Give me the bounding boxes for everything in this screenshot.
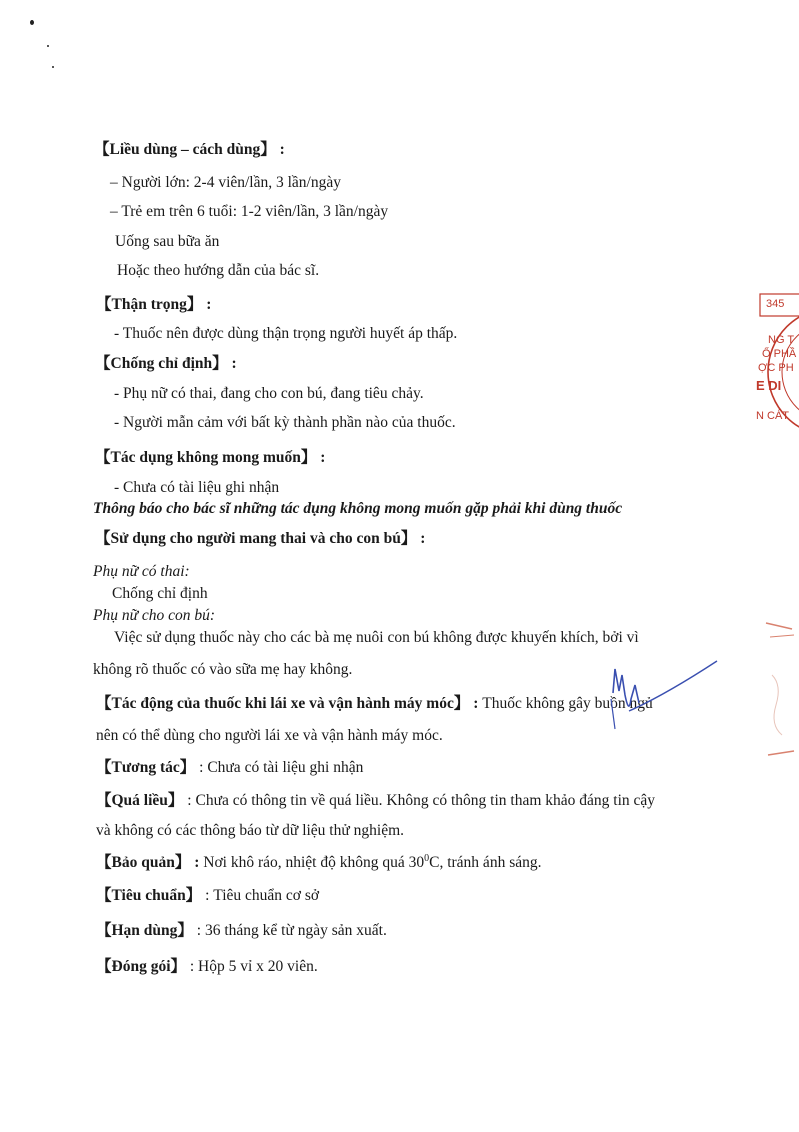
- section-heading-dosage: 【Liều dùng – cách dùng】 :: [94, 141, 285, 158]
- scan-speck: [52, 66, 54, 68]
- overdose-paragraph: [96, 791, 655, 811]
- storage-text-end: C, tránh ánh sáng.: [429, 854, 542, 871]
- stamp-text: N CÁT: [756, 410, 789, 422]
- breastfeeding-line: Việc sử dụng thuốc này cho các bà mẹ nuôi con bú không được khuyến khích, bởi vì: [114, 629, 639, 646]
- section-heading-standard: 【Tiêu chuẩn】: [96, 887, 202, 904]
- driving-line: nên có thể dùng cho người lái xe và vận hành máy móc.: [96, 727, 443, 744]
- dosage-adult: – Người lớn: 2-4 viên/lần, 3 lần/ngày: [110, 174, 341, 191]
- section-heading-overdose: 【Quá liều】: [96, 792, 184, 809]
- standard-paragraph: [96, 886, 319, 906]
- overdose-text: : Chưa có thông tin về quá liều. Không có thông tin tham khảo đáng tin cậy: [187, 792, 656, 809]
- stamp-text: E DI: [756, 378, 782, 393]
- signature-mark: [605, 655, 725, 735]
- interactions-paragraph: [96, 758, 363, 778]
- storage-paragraph: [96, 853, 541, 873]
- dosage-child: – Trẻ em trên 6 tuổi: 1-2 viên/lần, 3 lần/ngày: [110, 203, 389, 220]
- section-heading-contraindications: 【Chống chỉ định】 :: [95, 355, 237, 372]
- pregnancy-line: Chống chỉ định: [112, 585, 208, 602]
- pregnancy-subheading: Phụ nữ có thai:: [93, 563, 190, 580]
- stamp-text: ỢC PH: [758, 362, 794, 374]
- stamp-text: NG T: [768, 334, 795, 346]
- storage-degree: 0: [424, 852, 430, 864]
- expiry-text: : 36 tháng kể từ ngày sản xuất.: [196, 922, 387, 939]
- interactions-text: : Chưa có tài liệu ghi nhận: [199, 759, 364, 776]
- side-effects-note: Thông báo cho bác sĩ những tác dụng không mong muốn gặp phải khi dùng thuốc: [93, 500, 623, 517]
- stamp-text: Ổ PHẦ: [762, 348, 797, 360]
- section-heading-storage: 【Bảo quản】 :: [96, 854, 200, 871]
- scan-speck: [47, 45, 49, 47]
- section-heading-precautions: 【Thận trọng】 :: [96, 296, 212, 313]
- section-heading-pregnancy: 【Sử dụng cho người mang thai và cho con bú】 :: [95, 530, 426, 547]
- side-effects-line: - Chưa có tài liệu ghi nhận: [114, 479, 280, 496]
- storage-text: Nơi khô ráo, nhiệt độ không quá 30: [203, 854, 425, 871]
- overdose-line: và không có các thông báo từ dữ liệu thử nghiệm.: [96, 822, 405, 839]
- driving-paragraph: [96, 694, 653, 714]
- section-heading-expiry: 【Hạn dùng】: [96, 922, 193, 939]
- packaging-paragraph: [96, 957, 318, 977]
- section-heading-driving: 【Tác động của thuốc khi lái xe và vận hành máy móc】 :: [96, 695, 479, 712]
- breastfeeding-line: không rõ thuốc có vào sữa mẹ hay không.: [93, 661, 353, 678]
- contraindication-line: - Phụ nữ có thai, đang cho con bú, đang tiêu chảy.: [114, 385, 424, 402]
- section-heading-interactions: 【Tương tác】: [96, 759, 196, 776]
- dosage-doctor: Hoặc theo hướng dẫn của bác sĩ.: [117, 262, 320, 279]
- seal-fragment: [762, 615, 799, 765]
- section-heading-side-effects: 【Tác dụng không mong muốn】 :: [95, 449, 326, 466]
- expiry-paragraph: [96, 921, 387, 941]
- precautions-line: - Thuốc nên được dùng thận trọng người huyết áp thấp.: [114, 325, 458, 342]
- contraindication-line: - Người mẫn cảm với bất kỳ thành phần nào của thuốc.: [114, 414, 456, 431]
- breastfeeding-subheading: Phụ nữ cho con bú:: [93, 607, 216, 624]
- driving-text: Thuốc không gây buồn ngủ: [482, 695, 653, 712]
- scan-speck: [30, 20, 34, 25]
- stamp: [752, 292, 799, 442]
- dosage-after-meal: Uống sau bữa ăn: [115, 233, 220, 250]
- packaging-text: : Hộp 5 vỉ x 20 viên.: [189, 958, 318, 975]
- section-heading-packaging: 【Đóng gói】: [96, 958, 186, 975]
- standard-text: : Tiêu chuẩn cơ sở: [205, 887, 320, 904]
- stamp-number: 345: [766, 298, 785, 310]
